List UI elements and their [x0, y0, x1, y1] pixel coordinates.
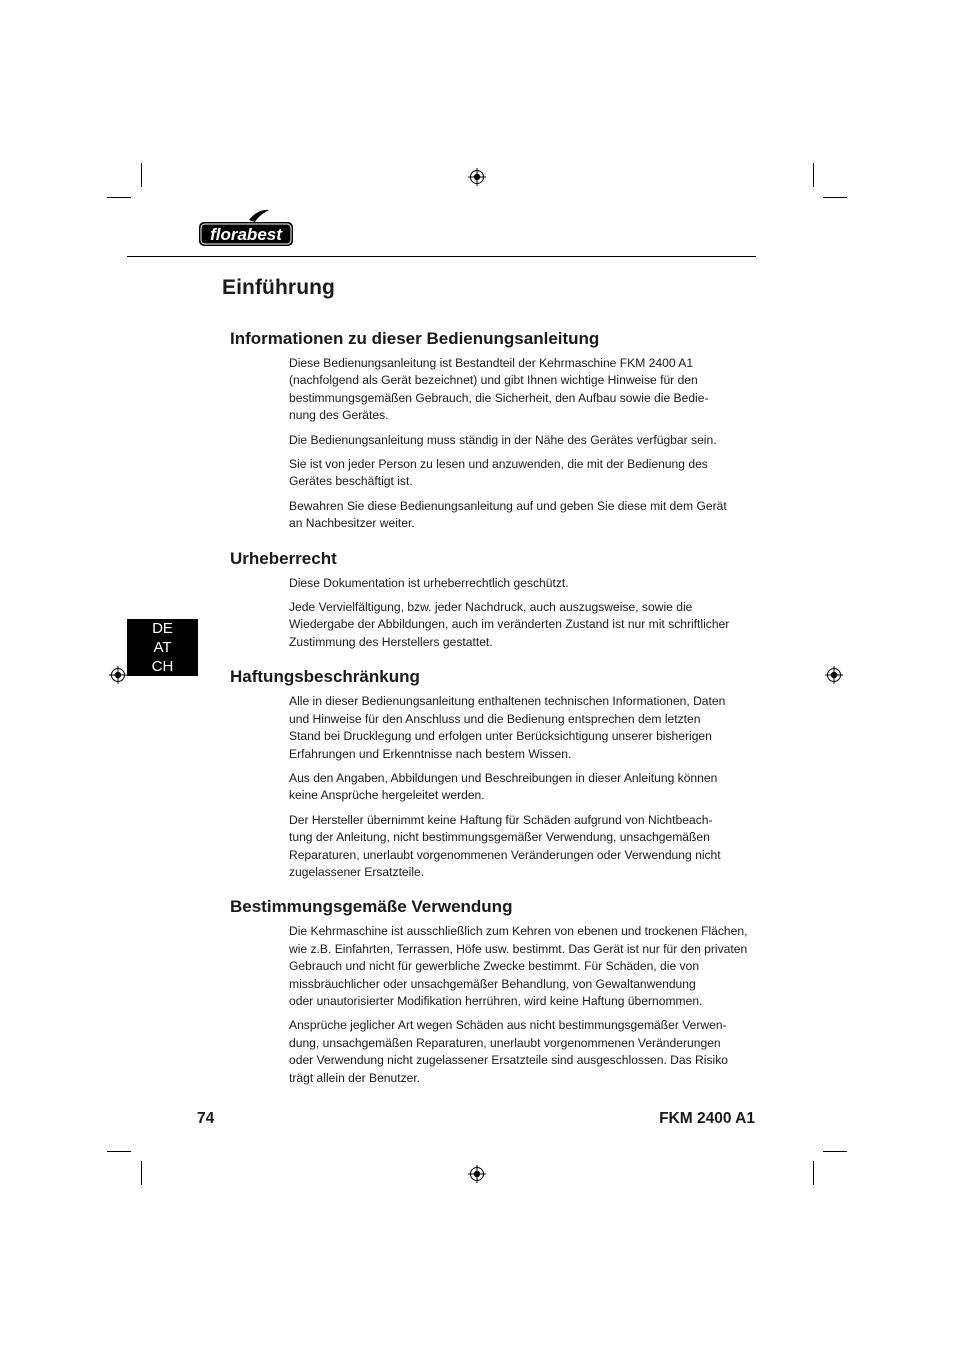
model-name: FKM 2400 A1 [659, 1110, 755, 1127]
crop-mark [813, 163, 814, 187]
paragraph [289, 456, 735, 491]
text-line: an Nachbesitzer weiter. [289, 516, 415, 531]
language-code: DE [152, 620, 173, 637]
text-line: zugelassener Ersatzteile. [289, 864, 425, 879]
paragraph [289, 599, 735, 651]
text-line: Stand bei Drucklegung und erfolgen unter Berücksichtigung unserer bisherigen [289, 729, 712, 744]
text-line: Sie ist von jeder Person zu lesen und anzuwenden, die mit der Bedienung des [289, 457, 708, 472]
header-rule [127, 256, 756, 257]
paragraph [289, 923, 748, 1010]
text-line: (nachfolgend als Gerät bezeichnet) und gibt Ihnen wichtige Hinweise für den [289, 373, 698, 388]
main-content [230, 327, 750, 1094]
paragraph [289, 770, 735, 805]
language-tab [127, 619, 198, 676]
text-line: Gerätes beschäftigt ist. [289, 474, 413, 489]
registration-mark-icon [825, 666, 843, 684]
text-line: missbräuchlicher oder unsachgemäßer Behandlung, von Gewaltanwendung [289, 976, 696, 991]
section-heading: Bestimmungsgemäße Verwendung [230, 897, 513, 917]
text-line: oder unautorisierter Modifikation herrühren, wird keine Haftung übernommen. [289, 993, 703, 1008]
text-line: wie z.B. Einfahrten, Terrassen, Höfe usw. bestimmt. Das Gerät ist nur für den privaten [289, 941, 748, 956]
page-title: Einführung [222, 276, 335, 299]
text-line: Jede Vervielfältigung, bzw. jeder Nachdruck, auch auszugsweise, sowie die [289, 600, 693, 615]
paragraph [289, 355, 735, 425]
text-line: Wiedergabe der Abbildungen, auch im veränderten Zustand ist nur mit schriftlicher [289, 617, 730, 632]
crop-mark [813, 1161, 814, 1185]
paragraph [289, 575, 735, 592]
text-line: Ansprüche jeglicher Art wegen Schäden aus nicht bestimmungsgemäßer Verwen- [289, 1018, 727, 1033]
section [230, 327, 750, 533]
text-line: oder Verwendung nicht zugelassener Ersatzteile sind ausgeschlossen. Das Risiko [289, 1053, 728, 1068]
text-line: bestimmungsgemäßen Gebrauch, die Sicherheit, den Aufbau sowie die Bedie- [289, 390, 709, 405]
language-code: AT [153, 639, 172, 656]
florabest-logo [197, 208, 295, 248]
registration-mark-icon [468, 1165, 486, 1183]
section [230, 547, 750, 652]
text-line: Zustimmung des Herstellers gestattet. [289, 634, 493, 649]
text-line: dung, unsachgemäßen Reparaturen, unerlaubt vorgenommenen Veränderungen [289, 1035, 721, 1050]
text-line: nung des Gerätes. [289, 408, 389, 423]
crop-mark [107, 1151, 131, 1152]
text-line: Gebrauch und nicht für gewerbliche Zwecke bestimmt. Für Schäden, die von [289, 959, 700, 974]
registration-mark-icon [109, 666, 127, 684]
crop-mark [141, 1161, 142, 1185]
section [230, 665, 750, 881]
text-line: Die Bedienungsanleitung muss ständig in der Nähe des Gerätes verfügbar sein. [289, 432, 717, 447]
text-line: trägt allein der Benutzer. [289, 1070, 421, 1085]
text-line: Der Hersteller übernimmt keine Haftung für Schäden aufgrund von Nichtbeach- [289, 812, 713, 827]
svg-text:florabest: florabest [210, 225, 282, 244]
crop-mark [107, 197, 131, 198]
text-line: Alle in dieser Bedienungsanleitung enthaltenen technischen Informationen, Daten [289, 694, 726, 709]
section-heading: Informationen zu dieser Bedienungsanleitung [230, 329, 600, 348]
text-line: und Hinweise für den Anschluss und die Bedienung entsprechen dem letzten [289, 711, 701, 726]
page-number: 74 [197, 1110, 215, 1127]
text-line: Diese Bedienungsanleitung ist Bestandteil der Kehrmaschine FKM 2400 A1 [289, 356, 694, 370]
section-heading: Haftungsbeschränkung [230, 667, 420, 687]
text-line: Die Kehrmaschine ist ausschließlich zum Kehren von ebenen und trockenen Flächen, [289, 924, 748, 939]
crop-mark [823, 1151, 847, 1152]
paragraph [289, 1017, 735, 1087]
section-heading: Urheberrecht [230, 548, 337, 568]
text-line: Diese Dokumentation ist urheberrechtlich geschützt. [289, 575, 569, 590]
section [230, 895, 750, 1087]
text-line: Reparaturen, unerlaubt vorgenommenen Veränderungen oder Verwendung nicht [289, 847, 721, 862]
crop-mark [823, 197, 847, 198]
paragraph [289, 432, 735, 449]
crop-mark [141, 163, 142, 187]
text-line: keine Ansprüche hergeleitet werden. [289, 788, 485, 803]
text-line: Aus den Angaben, Abbildungen und Beschreibungen in dieser Anleitung können [289, 770, 718, 785]
text-line: Bewahren Sie diese Bedienungsanleitung auf und geben Sie diese mit dem Gerät [289, 498, 727, 513]
paragraph [289, 812, 735, 882]
registration-mark-icon [468, 168, 486, 186]
language-code: CH [151, 658, 174, 675]
text-line: tung der Anleitung, nicht bestimmungsgemäßer Verwendung, unsachgemäßen [289, 830, 710, 845]
text-line: Erfahrungen und Erkenntnisse nach bestem Wissen. [289, 746, 572, 761]
paragraph [289, 693, 735, 763]
paragraph [289, 498, 735, 533]
